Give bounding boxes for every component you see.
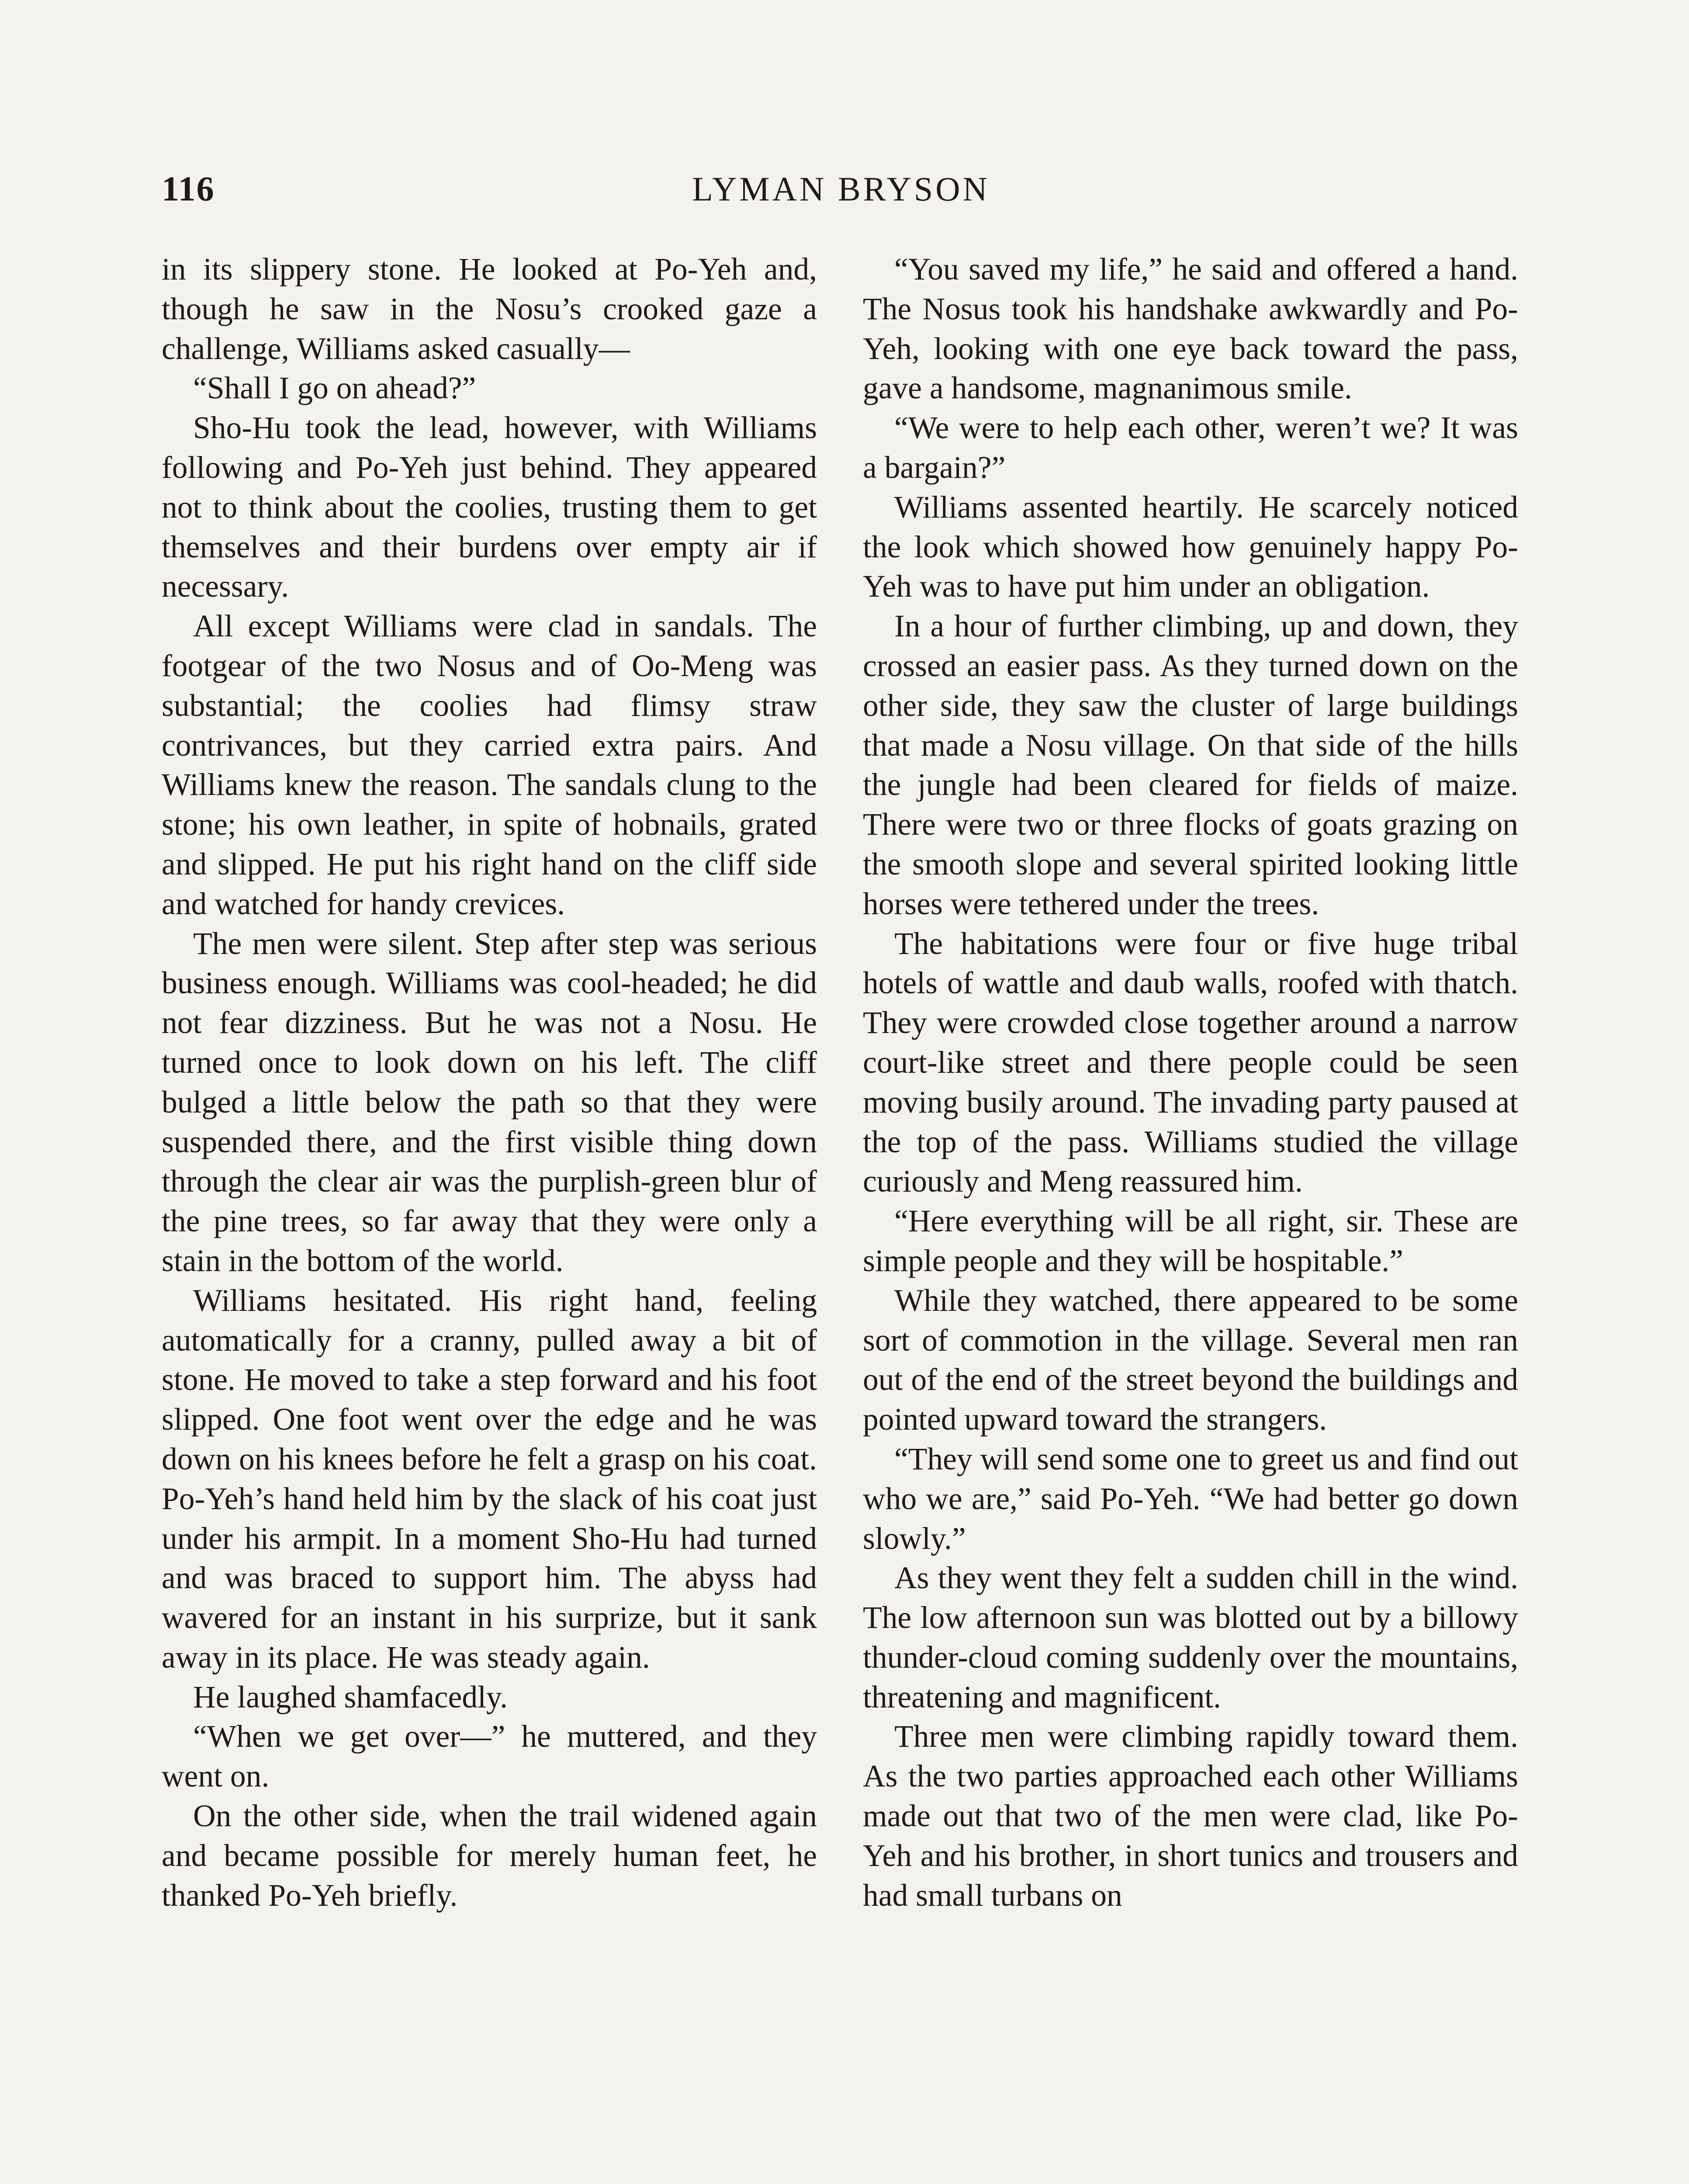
paragraph: The men were silent. Step after step was serious business enough. Williams was cool-headed; he did not fear dizziness. But he was not a Nosu. He turned once to look down on his left. The cliff bulged a little below the path so that they were suspended there, and the first visible thing down through the clear air was the purplish-green blur of the pine trees, so far away that they were only a stain in the bottom of the world.: [162, 926, 817, 1278]
paragraph: “They will send some one to greet us and find out who we are,” said Po-Yeh. “We had better go down slowly.”: [863, 1441, 1518, 1556]
running-title: LYMAN BRYSON: [692, 170, 990, 208]
right-column: [863, 250, 1518, 1915]
paragraph: “Here everything will be all right, sir. These are simple people and they will be hospitable.”: [863, 1204, 1518, 1278]
paragraph: “Shall I go on ahead?”: [193, 371, 476, 406]
paragraph: In a hour of further climbing, up and down, they crossed an easier pass. As they turned down on the other side, they saw the cluster of large buildings that made a Nosu village. On that side of the hills the jungle had been cleared for fields of maize. There were two or three flocks of goats grazing on the smooth slope and several spirited looking little horses were tethered under the trees.: [863, 609, 1518, 921]
paragraph: “When we get over—” he muttered, and they went on.: [162, 1719, 817, 1794]
page-number: 116: [162, 170, 215, 208]
paragraph: “We were to help each other, weren’t we? It was a bargain?”: [863, 411, 1518, 485]
paragraph: Williams assented heartily. He scarcely noticed the look which showed how genuinely happy Po-Yeh was to have put him under an obligation.: [863, 490, 1518, 604]
paragraph: The habitations were four or five huge tribal hotels of wattle and daub walls, roofed with thatch. They were crowded close together around a narrow court-like street and there people could be seen moving busily around. The invading party paused at the top of the pass. Williams studied the village curiously and Meng reassured him.: [863, 926, 1518, 1199]
left-column: [162, 250, 817, 1915]
paragraph: Williams hesitated. His right hand, feeling automatically for a cranny, pulled away a bit of stone. He moved to take a step forward and his foot slipped. One foot went over the edge and he was down on his knees before he felt a grasp on his coat. Po-Yeh’s hand held him by the slack of his coat just under his armpit. In a moment Sho-Hu had turned and was braced to support him. The abyss had wavered for an instant in his surprize, but it sank away in its place. He was steady again.: [162, 1283, 817, 1675]
paragraph: While they watched, there appeared to be some sort of commotion in the village. Several men ran out of the end of the street beyond the buildings and pointed upward toward the strangers.: [863, 1283, 1518, 1437]
paragraph: On the other side, when the trail widened again and became possible for merely human feet, he thanked Po-Yeh briefly.: [162, 1799, 817, 1913]
paragraph: Sho-Hu took the lead, however, with Williams following and Po-Yeh just behind. They appeared not to think about the coolies, trusting them to get themselves and their burdens over empty air if necessary.: [162, 411, 817, 604]
paragraph: All except Williams were clad in sandals. The footgear of the two Nosus and of Oo-Meng was substantial; the coolies had flimsy straw contrivances, but they carried extra pairs. And Williams knew the reason. The sandals clung to the stone; his own leather, in spite of hobnails, grated and slipped. He put his right hand on the cliff side and watched for handy crevices.: [162, 609, 817, 921]
paragraph: “You saved my life,” he said and offered a hand. The Nosus took his handshake awkwardly and Po-Yeh, looking with one eye back toward the pass, gave a handsome, magnanimous smile.: [863, 252, 1518, 406]
paragraph: Three men were climbing rapidly toward them. As the two parties approached each other Williams made out that two of the men were clad, like Po-Yeh and his brother, in short tunics and trousers and had small turbans on: [863, 1719, 1518, 1913]
paragraph: As they went they felt a sudden chill in the wind. The low afternoon sun was blotted out by a billowy thunder-cloud coming suddenly over the mountains, threatening and magnificent.: [863, 1561, 1518, 1714]
page-header: [162, 169, 1520, 218]
paragraph: He laughed shamfacedly.: [193, 1679, 508, 1714]
paragraph: in its slippery stone. He looked at Po-Yeh and, though he saw in the Nosu’s crooked gaze a challenge, Williams asked casually—: [162, 252, 817, 366]
